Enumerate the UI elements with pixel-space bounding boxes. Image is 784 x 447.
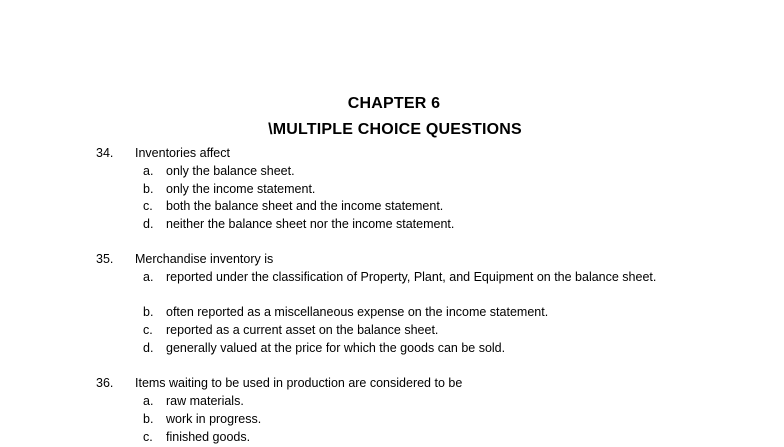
question-number: 34. <box>96 146 114 160</box>
option-letter: a. <box>143 394 154 408</box>
question-text: Inventories affect <box>135 146 230 160</box>
option-text: raw materials. <box>166 394 244 408</box>
option-letter: a. <box>143 164 154 178</box>
option-letter: a. <box>143 270 154 284</box>
option-text: work in progress. <box>166 412 262 426</box>
option-letter: b. <box>143 412 154 426</box>
option-letter: c. <box>143 323 153 337</box>
option-text: reported as a current asset on the balance sheet. <box>166 323 439 337</box>
option-text: only the income statement. <box>166 182 316 196</box>
section-title: \MULTIPLE CHOICE QUESTIONS <box>268 121 522 138</box>
question-text: Items waiting to be used in production are considered to be <box>135 376 463 390</box>
option-letter: c. <box>143 199 153 213</box>
option-text: neither the balance sheet nor the income statement. <box>166 217 455 231</box>
question-text: Merchandise inventory is <box>135 252 274 266</box>
option-letter: c. <box>143 430 153 444</box>
option-letter: d. <box>143 217 154 231</box>
option-letter: b. <box>143 305 154 319</box>
option-text: both the balance sheet and the income statement. <box>166 199 444 213</box>
option-letter: b. <box>143 182 154 196</box>
option-text: finished goods. <box>166 430 251 444</box>
option-text: generally valued at the price for which the goods can be sold. <box>166 341 506 355</box>
option-text: often reported as a miscellaneous expense on the income statement. <box>166 305 549 319</box>
chapter-title: CHAPTER 6 <box>347 95 441 112</box>
option-text: reported under the classification of Property, Plant, and Equipment on the balance sheet. <box>166 270 657 284</box>
question-number: 35. <box>96 252 114 266</box>
option-letter: d. <box>143 341 154 355</box>
option-text: only the balance sheet. <box>166 164 295 178</box>
question-number: 36. <box>96 376 114 390</box>
